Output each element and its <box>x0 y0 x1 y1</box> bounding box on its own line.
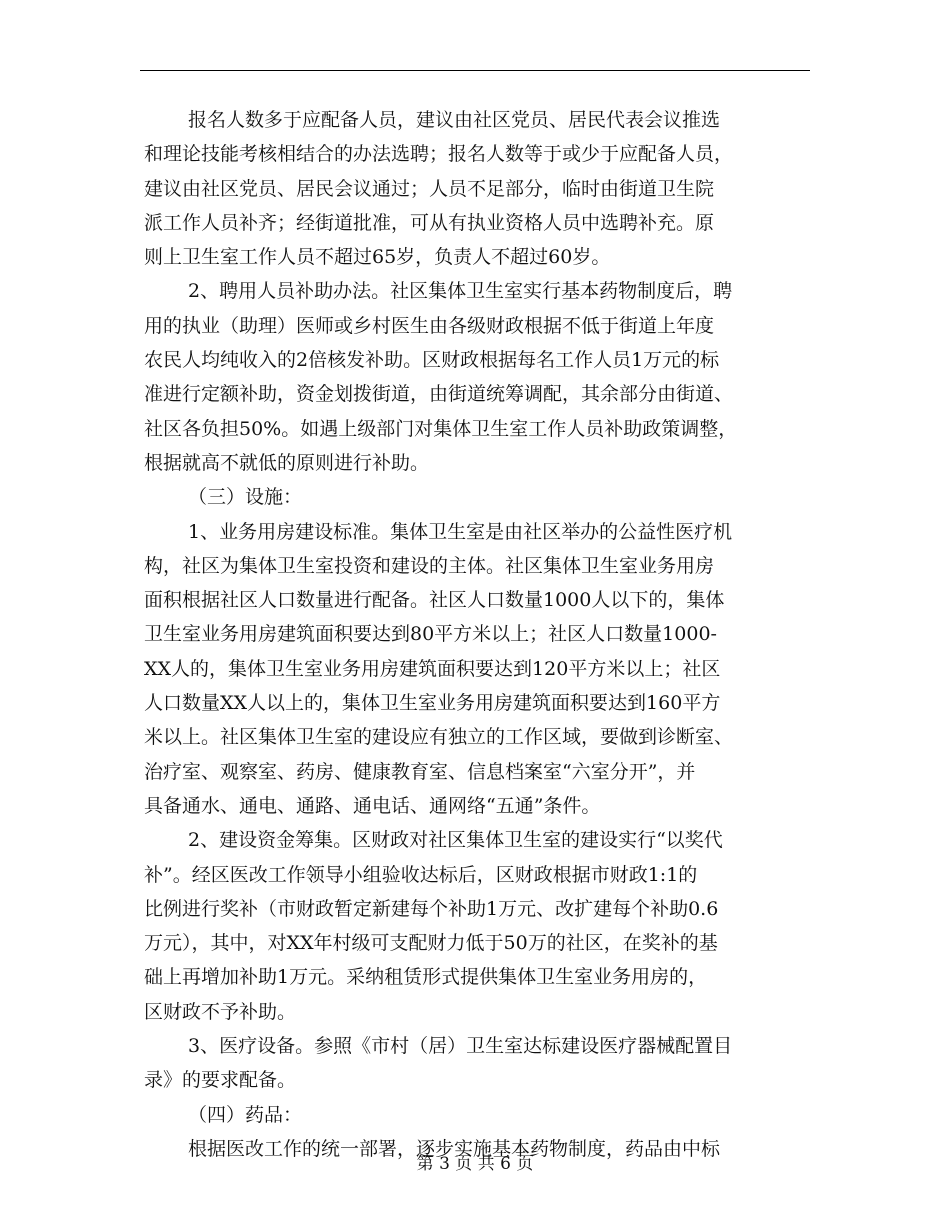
text-line: 万元），其中，对XX年村级可支配财力低于50万的社区，在奖补的基 <box>144 932 718 955</box>
text-line: 派工作人员补齐；经街道批准，可从有执业资格人员中选聘补充。原 <box>144 211 715 234</box>
text-line: 治疗室、观察室、药房、健康教育室、信息档案室“六室分开”，并 <box>144 760 696 783</box>
text-line: 1、业务用房建设标准。集体卫生室是由社区举办的公益性医疗机 <box>188 520 733 543</box>
text-line: 录》的要求配备。 <box>144 1069 297 1092</box>
text-line: 具备通水、通电、通路、通电话、通网络“五通”条件。 <box>144 794 601 817</box>
text-line: 用的执业（助理）医师或乡村医生由各级财政根据不低于街道上年度 <box>144 314 715 337</box>
section-heading: （三）设施： <box>188 486 303 509</box>
text-line: 农民人均纯收入的2倍核发补助。区财政根据每名工作人员1万元的标 <box>144 349 720 372</box>
text-line: 卫生室业务用房建筑面积要达到80平方米以上；社区人口数量1000- <box>144 623 717 646</box>
text-line: 建议由社区党员、居民会议通过；人员不足部分，临时由街道卫生院 <box>144 177 715 200</box>
text-line: 区财政不予补助。 <box>144 1000 297 1023</box>
text-line: 人口数量XX人以上的，集体卫生室业务用房建筑面积要达到160平方 <box>144 692 721 715</box>
text-line: 准进行定额补助，资金划拨街道，由街道统筹调配，其余部分由街道、 <box>144 383 734 406</box>
text-line: 础上再增加补助1万元。采纳租赁形式提供集体卫生室业务用房的， <box>144 966 708 989</box>
text-line: 面积根据社区人口数量进行配备。社区人口数量1000人以下的，集体 <box>144 589 725 612</box>
text-line: 比例进行奖补（市财政暂定新建每个补助1万元、改扩建每个补助0.6 <box>144 897 719 920</box>
document-body <box>144 103 810 1166</box>
text-line: 3、医疗设备。参照《市村（居）卫生室达标建设医疗器械配置目 <box>188 1035 733 1058</box>
section-heading: （四）药品： <box>188 1103 303 1126</box>
page-footer: 第 3 页 共 6 页 <box>416 1154 534 1174</box>
text-line: 米以上。社区集体卫生室的建设应有独立的工作区域，要做到诊断室、 <box>144 726 734 749</box>
text-line: 报名人数多于应配备人员，建议由社区党员、居民代表会议推选 <box>188 109 721 131</box>
header-rule <box>140 70 810 71</box>
text-line: 社区各负担50%。如遇上级部门对集体卫生室工作人员补助政策调整， <box>144 417 738 440</box>
text-line: 根据医改工作的统一部署，逐步实施基本药物制度，药品由中标 <box>188 1137 721 1160</box>
text-line: 根据就高不就低的原则进行补助。 <box>144 451 430 474</box>
text-line: 2、聘用人员补助办法。社区集体卫生室实行基本药物制度后，聘 <box>188 280 733 303</box>
text-line: 构，社区为集体卫生室投资和建设的主体。社区集体卫生室业务用房 <box>144 554 715 577</box>
text-line: 和理论技能考核相结合的办法选聘；报名人数等于或少于应配备人员， <box>144 143 734 166</box>
text-line: XX人的，集体卫生室业务用房建筑面积要达到120平方米以上；社区 <box>144 657 721 680</box>
text-line: 补”。经区医改工作领导小组验收达标后，区财政根据市财政1:1的 <box>144 863 698 886</box>
text-line: 2、建设资金筹集。区财政对社区集体卫生室的建设实行“以奖代 <box>188 829 723 852</box>
text-line: 则上卫生室工作人员不超过65岁，负责人不超过60岁。 <box>144 246 611 269</box>
